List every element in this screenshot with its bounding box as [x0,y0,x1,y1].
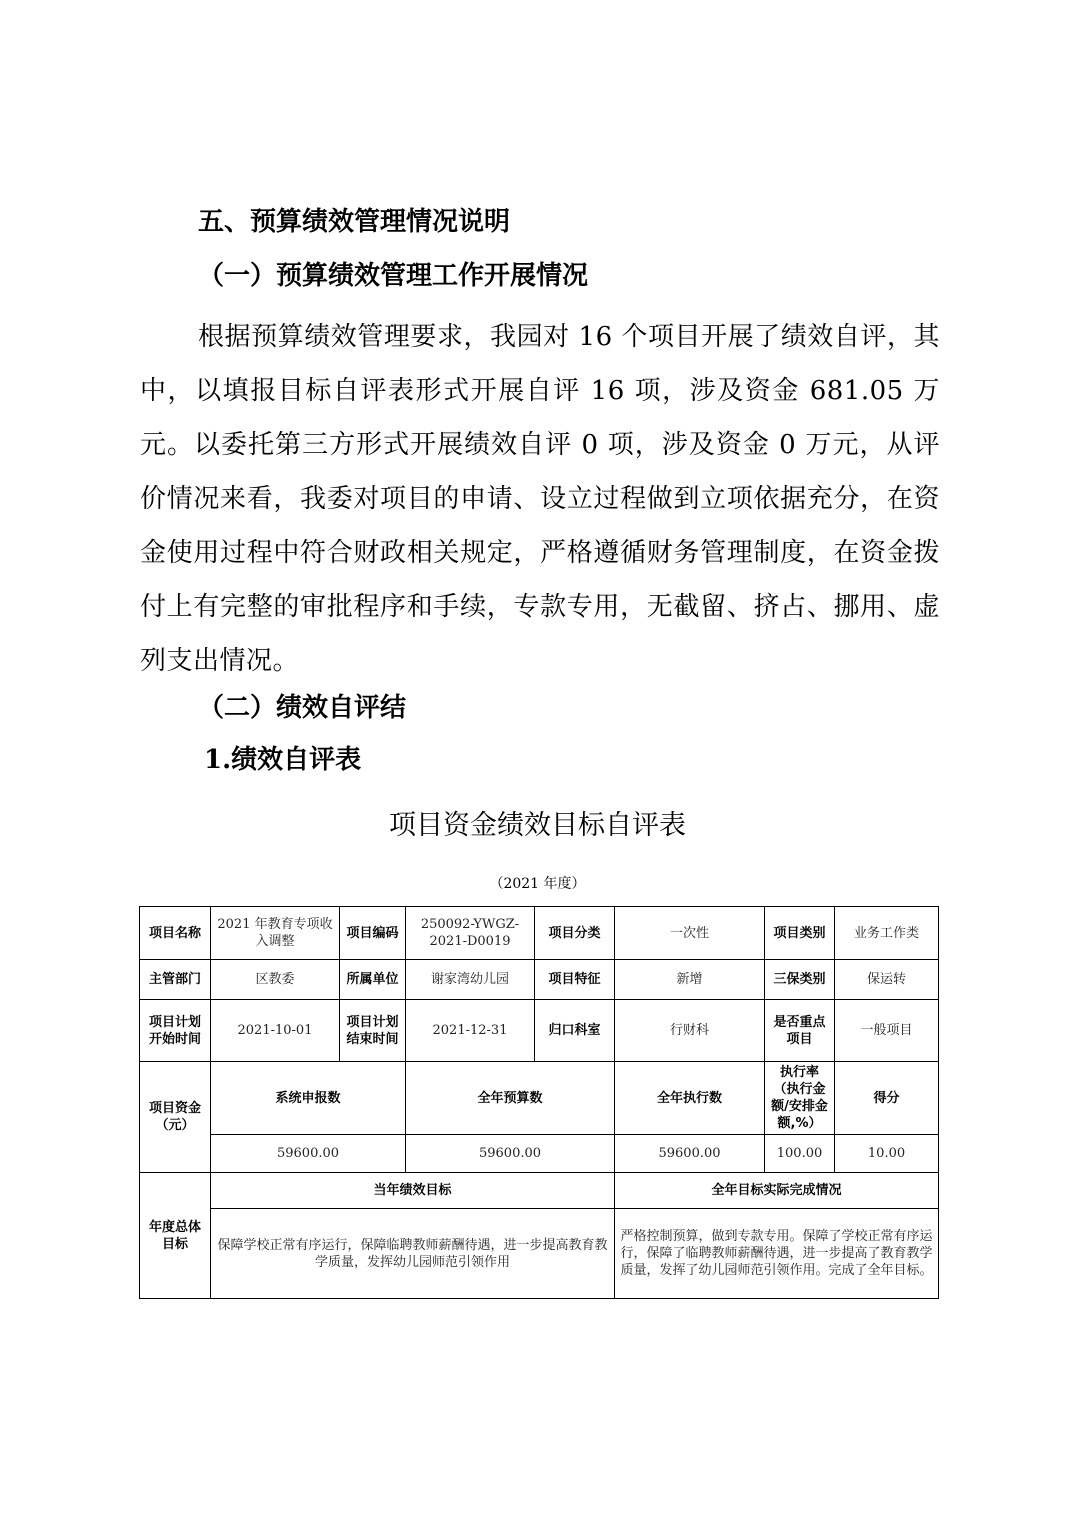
unit-value: 谢家湾幼儿园 [406,960,535,1000]
subsection-heading-two: （二）绩效自评结 [198,693,407,723]
score-value: 10.00 [835,1135,939,1173]
project-code-label: 项目编码 [340,907,406,960]
table-year: （2021 年度） [489,876,586,892]
feature-value: 新增 [615,960,765,1000]
start-date-label: 项目计划开始时间 [140,1000,211,1062]
table-row [140,1173,939,1209]
project-type-value: 业务工作类 [835,907,939,960]
table-row [140,1209,939,1299]
end-date-label: 项目计划结束时间 [340,1000,406,1062]
executed-value: 59600.00 [615,1135,765,1173]
table-label: 1.绩效自评表 [204,745,362,775]
project-category-value: 一次性 [615,907,765,960]
office-label: 归口科室 [535,1000,615,1062]
body-paragraph: 根据预算绩效管理要求，我园对 16 个项目开展了绩效自评，其中，以填报目标自评表形式开展自评 16 项，涉及资金 681.05 万元。以委托第三方形式开展绩效自评 0 项，涉及资金 0 万元，从评价情况来看，我委对项目的申请、设立过程做到立项依据充分，在资金使用过程中符合财政相关规定，严格遵循财务管理制度，在资金拨付上有完整的审批程序和手续，专款专用，无截留、挤占、挪用、虚列支出情况。 [140,322,940,676]
feature-label: 项目特征 [535,960,615,1000]
end-date-value: 2021-12-31 [406,1000,535,1062]
rate-value: 100.00 [765,1135,835,1173]
unit-label: 所属单位 [340,960,406,1000]
sanbao-label: 三保类别 [765,960,835,1000]
col-budget-header: 全年预算数 [406,1062,615,1135]
target-text: 保障学校正常有序运行，保障临聘教师薪酬待遇，进一步提高教育教学质量，发挥幼儿园师范引领作用 [211,1209,615,1299]
project-code-value: 250092-YWGZ-2021-D0019 [406,907,535,960]
dept-value: 区教委 [211,960,340,1000]
project-name-label: 项目名称 [140,907,211,960]
project-type-label: 项目类别 [765,907,835,960]
start-date-value: 2021-10-01 [211,1000,340,1062]
col-rate-header: 执行率（执行金额/安排金额,%） [765,1062,835,1135]
table-row [140,1000,939,1062]
dept-label: 主管部门 [140,960,211,1000]
annual-goal-label: 年度总体目标 [140,1173,211,1299]
col-target-header: 当年绩效目标 [211,1173,615,1209]
table-row [140,1062,939,1135]
table-row [140,907,939,960]
sanbao-value: 保运转 [835,960,939,1000]
key-project-label: 是否重点项目 [765,1000,835,1062]
table-title: 项目资金绩效目标自评表 [389,810,686,841]
self-evaluation-table [139,906,939,1299]
col-declared-header: 系统申报数 [211,1062,406,1135]
section-heading: 五、预算绩效管理情况说明 [198,207,511,237]
project-category-label: 项目分类 [535,907,615,960]
key-project-value: 一般项目 [835,1000,939,1062]
col-executed-header: 全年执行数 [615,1062,765,1135]
subsection-heading-one: （一）预算绩效管理工作开展情况 [198,261,589,291]
table-row [140,960,939,1000]
budget-value: 59600.00 [406,1135,615,1173]
actual-text: 严格控制预算，做到专款专用。保障了学校正常有序运行，保障了临聘教师薪酬待遇，进一步提高了教育教学质量，发挥了幼儿园师范引领作用。完成了全年目标。 [615,1209,939,1299]
funds-label: 项目资金（元） [140,1062,211,1173]
office-value: 行财科 [615,1000,765,1062]
declared-value: 59600.00 [211,1135,406,1173]
project-name-value: 2021 年教育专项收入调整 [211,907,340,960]
table-row [140,1135,939,1173]
col-actual-header: 全年目标实际完成情况 [615,1173,939,1209]
col-score-header: 得分 [835,1062,939,1135]
